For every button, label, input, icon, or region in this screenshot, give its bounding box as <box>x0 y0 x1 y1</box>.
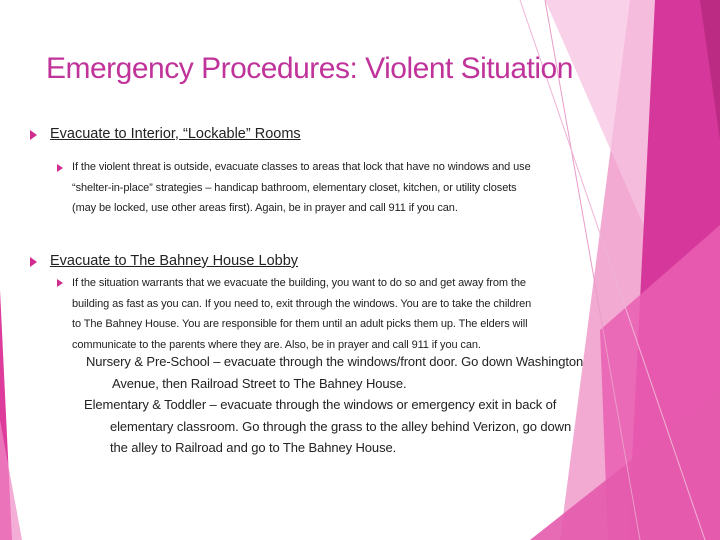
elementary-toddler-instructions <box>84 394 571 459</box>
section-2-bullet-arrow-icon <box>30 257 37 267</box>
section-1-body-line: If the violent threat is outside, evacuate classes to areas that lock that have no windows and use <box>72 161 531 173</box>
elementary-line: Elementary & Toddler – evacuate through the windows or emergency exit in back of <box>84 397 557 412</box>
section-2-body-line: to The Bahney House. You are responsible for them until an adult picks them up. The elders will <box>72 318 528 330</box>
left-pink-strip-light <box>0 420 22 540</box>
section-2-body-line: If the situation warrants that we evacuate the building, you want to do so and get away from the <box>72 277 526 289</box>
section-1-heading: Evacuate to Interior, “Lockable” Rooms <box>50 126 301 142</box>
section-2-body-bullet-arrow-icon <box>57 279 63 287</box>
nursery-preschool-instructions <box>86 351 583 394</box>
elementary-line: elementary classroom. Go through the grass to the alley behind Verizon, go down <box>110 418 572 434</box>
slide-title: Emergency Procedures: Violent Situation <box>46 52 573 85</box>
section-2-body <box>72 273 531 355</box>
section-1-body-bullet-arrow-icon <box>57 164 63 172</box>
section-1-body <box>72 157 531 219</box>
elementary-line: the alley to Railroad and go to The Bahney House. <box>110 440 397 455</box>
section-1-bullet-arrow-icon <box>30 130 37 140</box>
section-1-body-line: “shelter-in-place” strategies – handicap bathroom, elementary closet, kitchen, or utility closets <box>72 181 517 194</box>
section-2-body-line: communicate to the parents where they are. Also, be in prayer and call 911 if you can. <box>72 338 481 351</box>
section-2-heading: Evacuate to The Bahney House Lobby <box>50 253 299 269</box>
section-1-body-line: (may be locked, use other areas first). Again, be in prayer and call 911 if you can. <box>72 202 458 214</box>
nursery-line: Avenue, then Railroad Street to The Bahney House. <box>112 375 407 391</box>
section-2-body-line: building as fast as you can. If you need to, exit through the windows. You are to take the children <box>72 297 532 310</box>
nursery-line: Nursery & Pre-School – evacuate through the windows/front door. Go down Washington <box>86 354 584 369</box>
